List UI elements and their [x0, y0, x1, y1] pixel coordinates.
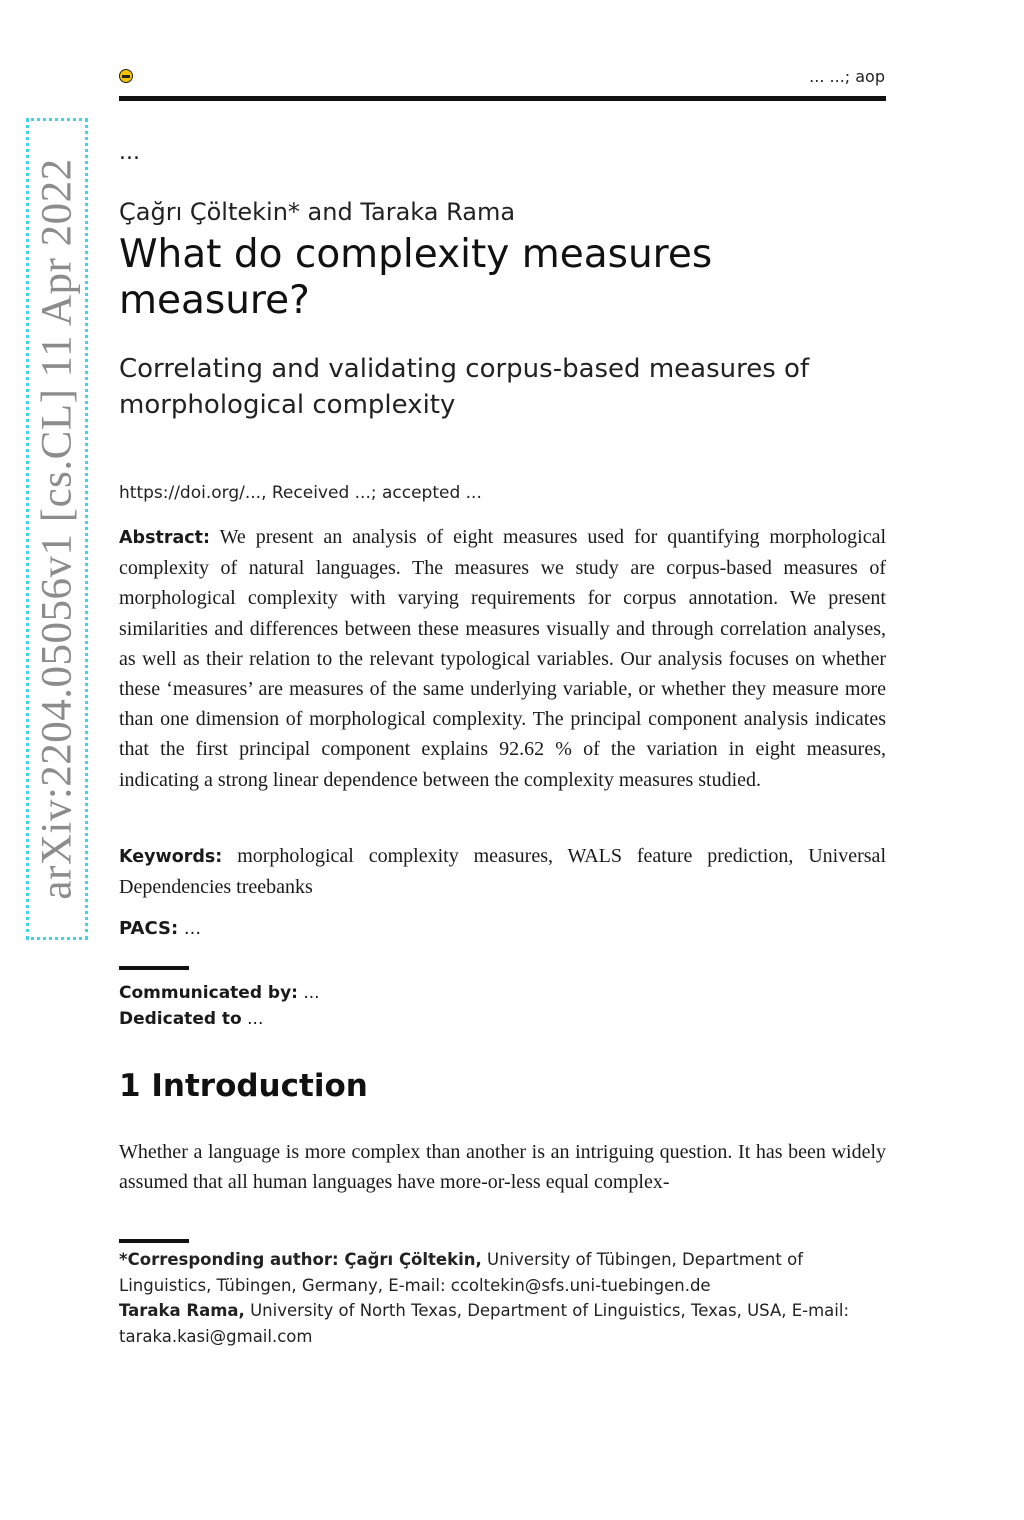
pacs — [119, 918, 886, 939]
abstract — [119, 522, 886, 795]
header-running-info: ... ...; aop — [809, 67, 885, 86]
pacs-value: ... — [183, 918, 202, 939]
communicated-line — [119, 980, 886, 1006]
paper-subtitle: Correlating and validating corpus-based measures of morphological complexity — [119, 354, 810, 420]
abstract-text: We present an analysis of eight measures used for quantifying morphological complexity of natural languages. The measures we study are corpus-based measures of morphological complexity with varying requirements for corpus annotation. We present similarities and differences between these measures visually and through correlation analyses, as well as their relation to the relevant typological variables. Our analysis focuses on whether these ‘measures’ are measures of the same underlying variable, or whether they measure more than one dimension of morphological complexity. The principal component analysis indicates that the first principal component explains 92.62 % of the variation in eight measures, indicating a strong linear dependence between the complexity measures studied. — [119, 526, 887, 791]
paper-title: What do complexity measures measure? — [119, 232, 713, 323]
corresponding-author-text[interactable]: University of Tübingen, Department of Linguistics, Tübingen, Germany, E-mail: ccoltekin@sfs.uni-tuebingen.de — [119, 1250, 804, 1295]
footnote — [119, 1247, 886, 1349]
second-author-label: Taraka Rama, — [119, 1301, 245, 1320]
arxiv-identifier[interactable]: arXiv:2204.05056v1 [cs.CL] 11 Apr 2022 — [33, 158, 81, 900]
keywords-label: Keywords: — [119, 847, 223, 867]
separator-rule — [119, 966, 189, 970]
communicated-label: Communicated by: — [119, 983, 298, 1003]
arxiv-stamp-box — [26, 118, 88, 940]
journal-logo-icon — [119, 69, 133, 83]
section-heading-introduction: 1 Introduction — [119, 1068, 368, 1104]
corresponding-author-label: *Corresponding author: Çağrı Çöltekin, — [119, 1250, 482, 1269]
pacs-label: PACS: — [119, 918, 179, 939]
doi-line[interactable]: https://doi.org/..., Received ...; accepted ... — [119, 483, 482, 503]
dedicated-value: ... — [247, 1009, 264, 1029]
communicated-value: ... — [303, 983, 320, 1003]
introduction-text: Whether a language is more complex than another is an intriguing question. It has been widely assumed that all human languages have more-or-less equal complex- — [119, 1141, 886, 1194]
communicated-block — [119, 980, 886, 1032]
header-rule — [119, 96, 886, 101]
corresponding-author-note — [119, 1247, 886, 1298]
second-author-note — [119, 1298, 886, 1349]
keywords-text: morphological complexity measures, WALS feature prediction, Universal Dependencies treebanks — [119, 845, 886, 899]
keywords — [119, 841, 886, 902]
footnote-rule — [119, 1239, 189, 1243]
journal-placeholder: ... — [119, 140, 140, 165]
authors: Çağrı Çöltekin* and Taraka Rama — [119, 198, 516, 226]
dedicated-line — [119, 1006, 886, 1032]
second-author-text[interactable]: University of North Texas, Department of Linguistics, Texas, USA, E-mail: taraka.kasi@gmail.com — [119, 1301, 850, 1346]
dedicated-label: Dedicated to — [119, 1009, 242, 1029]
abstract-label: Abstract: — [119, 528, 211, 548]
